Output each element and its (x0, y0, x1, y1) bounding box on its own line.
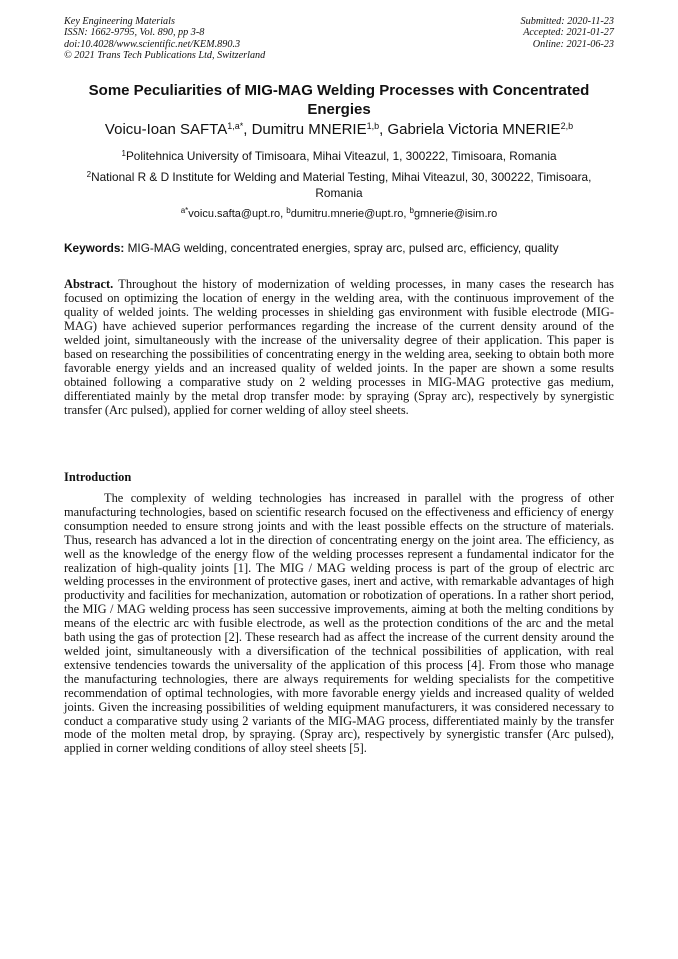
submitted-date: Submitted: 2020-11-23 (520, 16, 614, 27)
author-separator: , (243, 121, 252, 138)
email-mark: b (286, 206, 291, 215)
abstract-text: Throughout the history of modernization of welding processes, in many cases the research has focused on optimizing the location of energy in the welding area, with the continuous improvement of the quality of welded joints. The welding processes in shielding gas environment with fusible electrode (MIG-MAG) have achieved superior performances regarding the increase of the current density around of the welded joint, simultaneously with the increase of the universality degree of their application. This paper is based on researching the possibilities of concentrating energy in the welding area, seeking to obtain both more favorable energy yields and an increased quality of welded joints. In the paper are shown a some results obtained following a comparative study on 2 welding processes in MIG-MAG protective gas medium, differentiated mainly by the metal drop transfer mode: by spraying (Spray arc), respectively by synergistic transfer (Arc pulsed), applied for corner welding of alloy steel sheets. (64, 277, 614, 417)
email-mark: a* (180, 206, 189, 215)
journal-copyright: © 2021 Trans Tech Publications Ltd, Switzerland (64, 49, 266, 61)
journal-issn: ISSN: 1662-9795, Vol. 890, pp 3-8 (64, 27, 205, 39)
journal-doi: doi:10.4028/www.scientific.net/KEM.890.3 (64, 38, 241, 50)
author-separator: , (379, 121, 388, 138)
affiliation-text: Politehnica University of Timisoara, Mihai Viteazul, 1, 300222, Timisoara, Romania (125, 149, 557, 163)
email-mark: b (409, 206, 414, 215)
introduction-paragraph: The complexity of welding technologies has increased in parallel with the progress of other manufacturing technologies, based on scientific research focused on the effectiveness and efficiency of energy consumption needed to ensure strong joints and with the least possible effects on the structure of materials. Thus, research has advanced a lot in the direction of concentrating energy on the joint area. The efficiency, as well as the knowledge of the energy flow of the welding processes represent a fundamental indicator for the realization of high-quality joints [1]. The MIG / MAG welding process is part of the group of electric arc welding processes in the environment of protective gases, inert and active, with remarkable advantages of high productivity and facilities for mechanization, automation or robotization of operations. In a rather short period, the MIG / MAG welding process has seen successive improvements, aiming at both the melting conditions by means of the electric arc with fusible electrode, as well as the protection conditions of the arc and the metal bath using the gas of protection [2]. These research had as affect the increase of the current density around the welded joint, simultaneously with a diversification of the technical possibilities of application, with real extensive tendencies towards the universality of the application of this process [4]. From those who manage the manufacturing technologies, there are always requirements for welding specialists for the competitive recommendation of optimal technologies, with more favorable energy yields and increased quality of welded joints. Given the increasing possibilities of welding equipment manufacturers, it was considered necessary to conduct a comparative study using 2 variants of the MIG-MAG process, differentiated mainly by the transfer mode of the molten metal drop, by spraying. (Spray arc), respectively by synergistic transfer (Arc pulsed), applied in corner welding conditions of alloy steel sheets [5]. (64, 491, 614, 756)
author-emails (80, 207, 598, 223)
online-date: Online: 2021-06-23 (532, 38, 614, 50)
author-affiliation-mark: 2,b (560, 121, 574, 131)
email-address: dumitru.mnerie@upt.ro (290, 208, 404, 220)
affiliation-1 (80, 149, 598, 165)
keywords-text: MIG-MAG welding, concentrated energies, spray arc, pulsed arc, efficiency, quality (124, 241, 559, 255)
journal-name: Key Engineering Materials (64, 16, 175, 27)
keywords (64, 241, 614, 256)
affiliation-text: National R & D Institute for Welding and Material Testing, Mihai Viteazul, 30, 300222, Timisoara, Romania (91, 170, 592, 200)
affiliation-2 (80, 170, 598, 201)
keywords-label: Keywords: (64, 241, 125, 255)
email-separator: , (280, 208, 287, 220)
introduction-heading: Introduction (64, 470, 132, 484)
email-address: voicu.safta@upt.ro (188, 208, 281, 220)
author-list (40, 121, 638, 139)
abstract (64, 278, 614, 418)
affiliation-mark: 2 (86, 170, 92, 179)
paper-title: Some Peculiarities of MIG-MAG Welding Processes with Concentrated Energies (88, 82, 590, 118)
journal-info (64, 16, 265, 61)
author-affiliation-mark: 1,b (366, 121, 380, 131)
author-name: Gabriela Victoria MNERIE (387, 121, 561, 138)
abstract-label: Abstract. (64, 277, 114, 291)
author-name: Voicu-Ioan SAFTA (104, 121, 228, 138)
accepted-date: Accepted: 2021-01-27 (523, 27, 614, 39)
email-address: gmnerie@isim.ro (413, 208, 498, 220)
author-affiliation-mark: 1,a* (227, 121, 244, 131)
email-separator: , (403, 208, 410, 220)
author-name: Dumitru MNERIE (251, 121, 367, 138)
journal-header (64, 16, 614, 61)
affiliation-mark: 1 (121, 149, 126, 158)
submission-dates (521, 16, 614, 50)
